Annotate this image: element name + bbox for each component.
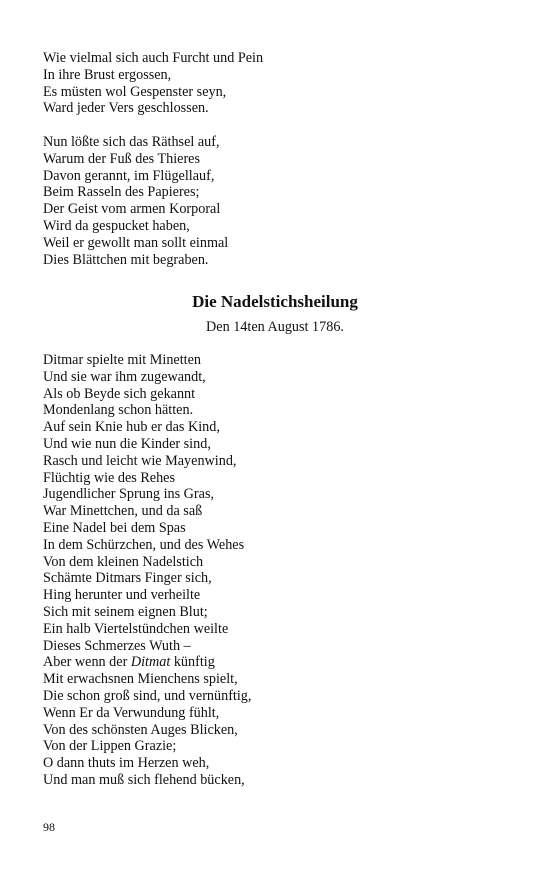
verse-line: Schämte Ditmars Finger sich, <box>43 570 212 587</box>
verse-line: Von der Lippen Grazie; <box>43 738 177 755</box>
verse-fragment: künftig <box>170 654 215 671</box>
verse-line: Es müsten wol Gespenster seyn, <box>43 83 227 100</box>
verse-line: Flüchtig wie des Rehes <box>43 469 176 486</box>
verse-line: Ward jeder Vers geschlossen. <box>43 100 209 117</box>
verse-line: Wie vielmal sich auch Furcht und Pein <box>43 50 264 66</box>
verse-line: Dieses Schmerzes Wuth – <box>43 637 191 654</box>
verse-line: Wird da gespucket haben, <box>43 217 190 234</box>
verse-line: Ditmar spielte mit Minetten <box>43 352 202 368</box>
verse-line: Und wie nun die Kinder sind, <box>43 435 211 452</box>
verse-line: In ihre Brust ergossen, <box>43 66 172 83</box>
verse-line: Beim Rasseln des Papieres; <box>43 184 200 201</box>
verse-line: Nun lößte sich das Räthsel auf, <box>43 134 220 150</box>
stanza-1 <box>43 50 263 117</box>
verse-line: Eine Nadel bei dem Spas <box>43 519 186 536</box>
verse-line: Auf sein Knie hub er das Kind, <box>43 419 220 436</box>
verse-line: Hing herunter und verheilte <box>43 587 201 604</box>
verse-line: Von des schönsten Auges Blicken, <box>43 721 238 738</box>
verse-line: O dann thuts im Herzen weh, <box>43 755 210 772</box>
verse-line: Jugendlicher Sprung ins Gras, <box>43 486 215 503</box>
verse-line: In dem Schürzchen, und des Wehes <box>43 536 245 553</box>
page-number: 98 <box>43 820 55 834</box>
verse-line: War Minettchen, und da saß <box>43 503 203 520</box>
poem-date: Den 14ten August 1786. <box>206 319 344 335</box>
verse-fragment: Aber wenn der <box>43 654 131 671</box>
poem-body <box>43 352 251 789</box>
verse-line: Mit erwachsnen Mienchens spielt, <box>43 671 238 688</box>
verse-line: Weil er gewollt man sollt einmal <box>43 234 229 251</box>
verse-line: Sich mit seinem eignen Blut; <box>43 603 208 620</box>
verse-line: Und sie war ihm zugewandt, <box>43 368 206 385</box>
verse-line: Rasch und leicht wie Mayenwind, <box>43 452 237 469</box>
verse-line: Ein halb Viertelstündchen weilte <box>43 620 229 637</box>
italic-name: Ditmat <box>130 654 171 671</box>
verse-line: Von dem kleinen Nadelstich <box>43 553 204 570</box>
verse-line: Und man muß sich flehend bücken, <box>43 771 245 788</box>
verse-line: Warum der Fuß des Thieres <box>43 150 200 167</box>
verse-line: Wenn Er da Verwundung fühlt, <box>43 704 220 721</box>
verse-line: Mondenlang schon hätten. <box>43 402 194 419</box>
poem-title: Die Nadelstichsheilung <box>192 292 358 311</box>
verse-line: Die schon groß sind, und vernünftig, <box>43 687 252 704</box>
verse-line: Der Geist vom armen Korporal <box>43 201 221 218</box>
stanza-2 <box>43 134 228 268</box>
verse-line: Als ob Beyde sich gekannt <box>43 385 196 402</box>
verse-line: Davon gerannt, im Flügellauf, <box>43 167 215 184</box>
verse-line-with-italic <box>43 654 251 671</box>
verse-line: Dies Blättchen mit begraben. <box>43 251 209 268</box>
